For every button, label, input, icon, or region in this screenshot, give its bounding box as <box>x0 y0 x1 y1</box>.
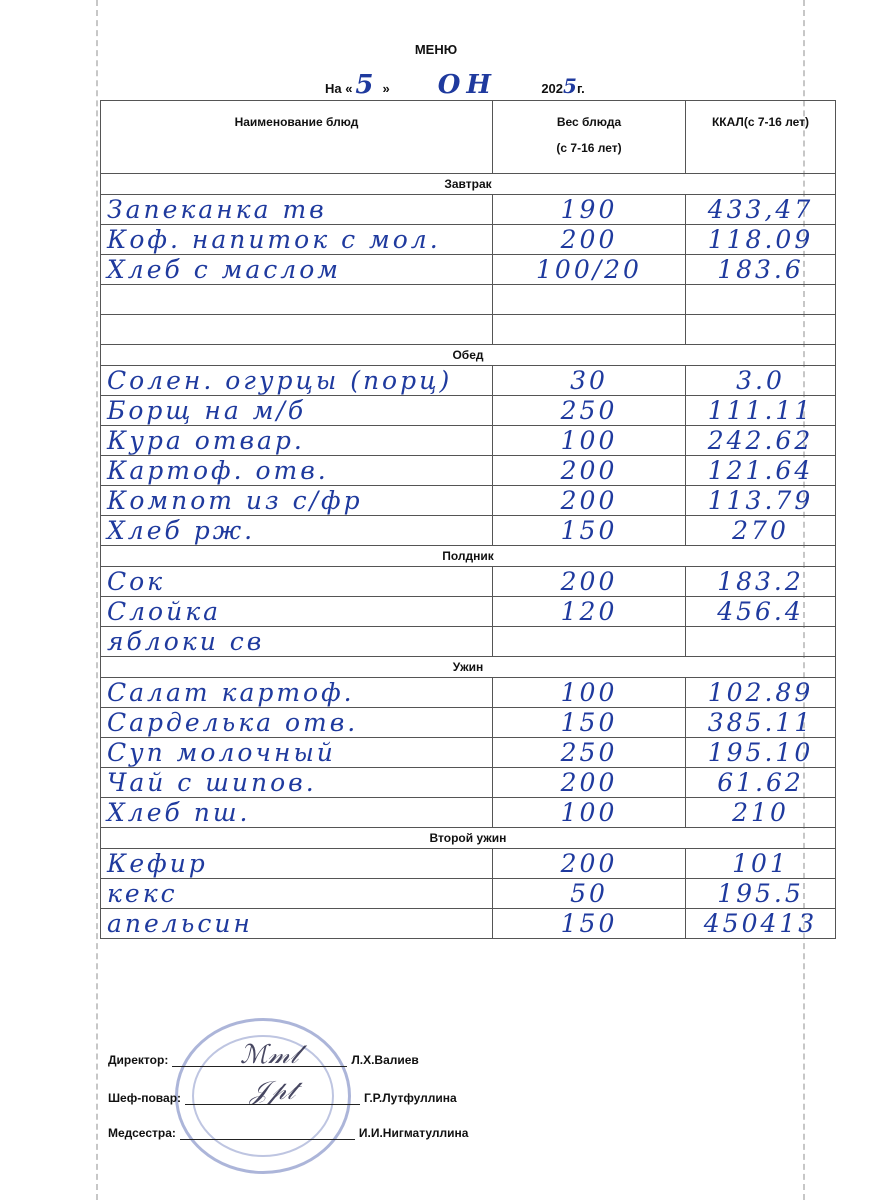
kcal-cell <box>686 255 836 285</box>
handwritten-kcal: 195.5 <box>717 879 804 908</box>
handwritten-kcal: 183.6 <box>717 255 804 284</box>
table-row <box>101 456 836 486</box>
signature-line <box>108 1052 419 1067</box>
handwritten-kcal: 242.62 <box>707 426 814 455</box>
date-year-prefix: 202 <box>541 81 564 96</box>
handwritten-name: Чай с шипов. <box>107 768 317 797</box>
weight-cell <box>493 396 686 426</box>
handwritten-kcal: 456.4 <box>717 597 804 626</box>
dish-name-cell <box>101 456 493 486</box>
handwritten-name: кекс <box>107 879 178 908</box>
handwritten-weight: 30 <box>570 366 608 395</box>
handwritten-name: Сарделька отв. <box>107 708 359 737</box>
handwritten-weight: 120 <box>560 597 618 626</box>
dish-name-cell <box>101 738 493 768</box>
signatory-name: И.И.Нигматуллина <box>358 1126 469 1140</box>
weight-cell <box>493 285 686 315</box>
kcal-cell <box>686 567 836 597</box>
signature-underline <box>180 1125 355 1140</box>
handwritten-name: Коф. напиток с мол. <box>107 225 441 254</box>
handwritten-weight: 150 <box>560 909 618 938</box>
chef-signature: 𝒥𝓅𝓉 <box>250 1076 296 1106</box>
weight-cell <box>493 225 686 255</box>
table-row <box>101 396 836 426</box>
signature-role: Медсестра: <box>108 1126 176 1140</box>
table-row <box>101 627 836 657</box>
handwritten-name: Кефир <box>107 849 208 878</box>
dish-name-cell <box>101 849 493 879</box>
table-row <box>101 567 836 597</box>
kcal-cell <box>686 315 836 345</box>
section-title: Ужин <box>101 657 836 678</box>
table-header-row <box>101 101 836 174</box>
weight-cell <box>493 516 686 546</box>
weight-cell <box>493 456 686 486</box>
dish-name-cell <box>101 285 493 315</box>
table-row <box>101 255 836 285</box>
handwritten-kcal: 61.62 <box>717 768 804 797</box>
signature-underline <box>172 1052 347 1067</box>
table-row <box>101 426 836 456</box>
dish-name-cell <box>101 426 493 456</box>
handwritten-weight: 200 <box>560 849 618 878</box>
weight-cell <box>493 909 686 939</box>
signature-underline <box>185 1090 360 1105</box>
dish-name-cell <box>101 255 493 285</box>
weight-cell <box>493 708 686 738</box>
handwritten-kcal: 183.2 <box>717 567 804 596</box>
table-row <box>101 225 836 255</box>
signature-role: Шеф-повар: <box>108 1091 182 1105</box>
kcal-cell <box>686 708 836 738</box>
handwritten-kcal: 195.10 <box>707 738 814 767</box>
handwritten-name: Борщ на м/б <box>107 396 307 425</box>
table-row <box>101 768 836 798</box>
handwritten-kcal: 270 <box>732 516 789 545</box>
dish-name-cell <box>101 225 493 255</box>
table-row <box>101 366 836 396</box>
dish-name-cell <box>101 768 493 798</box>
date-prefix: На « <box>325 81 353 96</box>
weight-cell <box>493 315 686 345</box>
kcal-cell <box>686 738 836 768</box>
dish-name-cell <box>101 879 493 909</box>
handwritten-name: Картоф. отв. <box>107 456 329 485</box>
weight-cell <box>493 366 686 396</box>
handwritten-weight: 200 <box>560 456 618 485</box>
handwritten-name: Хлеб рж. <box>107 516 256 545</box>
section-row <box>101 174 836 195</box>
weight-cell <box>493 195 686 225</box>
handwritten-name: Суп молочный <box>107 738 336 767</box>
date-month: ОН <box>437 70 497 100</box>
kcal-cell <box>686 627 836 657</box>
handwritten-weight: 200 <box>560 225 618 254</box>
scan-edge-left <box>96 0 98 1200</box>
dish-name-cell <box>101 516 493 546</box>
table-row <box>101 909 836 939</box>
section-row <box>101 345 836 366</box>
document-title: МЕНЮ <box>414 42 458 57</box>
kcal-cell <box>686 678 836 708</box>
table-row <box>101 315 836 345</box>
section-title: Завтрак <box>101 174 836 195</box>
handwritten-weight: 200 <box>560 768 618 797</box>
handwritten-kcal: 433,47 <box>707 195 814 224</box>
handwritten-name: Кура отвар. <box>107 426 305 455</box>
dish-name-cell <box>101 597 493 627</box>
handwritten-name: апельсин <box>107 909 253 938</box>
table-row <box>101 678 836 708</box>
weight-cell <box>493 678 686 708</box>
handwritten-weight: 100 <box>560 426 618 455</box>
handwritten-name: яблоки св <box>107 627 265 656</box>
dish-name-cell <box>101 627 493 657</box>
handwritten-name: Сок <box>107 567 166 596</box>
handwritten-name: Хлеб с маслом <box>107 255 341 284</box>
handwritten-kcal: 385.11 <box>707 708 814 737</box>
kcal-cell <box>686 849 836 879</box>
weight-cell <box>493 849 686 879</box>
header-kcal: ККАЛ(с 7-16 лет) <box>686 101 836 174</box>
kcal-cell <box>686 768 836 798</box>
section-row <box>101 546 836 567</box>
section-row <box>101 657 836 678</box>
weight-cell <box>493 768 686 798</box>
section-title: Полдник <box>101 546 836 567</box>
signature-role: Директор: <box>108 1053 169 1067</box>
handwritten-weight: 250 <box>560 738 618 767</box>
handwritten-kcal: 113.79 <box>707 486 814 515</box>
handwritten-name: Слойка <box>107 597 222 626</box>
weight-cell <box>493 426 686 456</box>
dish-name-cell <box>101 708 493 738</box>
handwritten-name: Салат картоф. <box>107 678 355 707</box>
kcal-cell <box>686 909 836 939</box>
handwritten-weight: 250 <box>560 396 618 425</box>
section-title: Второй ужин <box>101 828 836 849</box>
handwritten-weight: 100/20 <box>536 255 642 284</box>
signatory-name: Л.Х.Валиев <box>351 1053 419 1067</box>
date-line <box>325 70 585 101</box>
handwritten-kcal: 3.0 <box>736 366 785 395</box>
kcal-cell <box>686 879 836 909</box>
kcal-cell <box>686 225 836 255</box>
handwritten-name: Запеканка тв <box>107 195 327 224</box>
dish-name-cell <box>101 909 493 939</box>
table-row <box>101 285 836 315</box>
kcal-cell <box>686 195 836 225</box>
table-row <box>101 849 836 879</box>
dish-name-cell <box>101 798 493 828</box>
handwritten-kcal: 118.09 <box>707 225 814 254</box>
kcal-cell <box>686 597 836 627</box>
dish-name-cell <box>101 678 493 708</box>
header-weight: Вес блюда (с 7-16 лет) <box>493 101 686 174</box>
table-row <box>101 738 836 768</box>
signature-line <box>108 1090 457 1105</box>
table-row <box>101 486 836 516</box>
weight-cell <box>493 627 686 657</box>
handwritten-kcal: 210 <box>732 798 789 827</box>
dish-name-cell <box>101 315 493 345</box>
handwritten-weight: 100 <box>560 798 618 827</box>
table-row <box>101 798 836 828</box>
dish-name-cell <box>101 195 493 225</box>
weight-cell <box>493 255 686 285</box>
handwritten-weight: 200 <box>560 486 618 515</box>
handwritten-name: Солен. огурцы (порц) <box>107 366 453 395</box>
weight-cell <box>493 597 686 627</box>
date-day: 5 <box>355 70 380 100</box>
handwritten-weight: 150 <box>560 516 618 545</box>
kcal-cell <box>686 516 836 546</box>
signatory-name: Г.Р.Лутфуллина <box>364 1091 457 1105</box>
date-suffix: г. <box>576 81 585 96</box>
weight-cell <box>493 567 686 597</box>
handwritten-kcal: 121.64 <box>707 456 814 485</box>
handwritten-kcal: 450413 <box>703 909 818 938</box>
kcal-cell <box>686 396 836 426</box>
handwritten-weight: 200 <box>560 567 618 596</box>
handwritten-name: Хлеб пш. <box>107 798 251 827</box>
table-row <box>101 597 836 627</box>
table-row <box>101 516 836 546</box>
kcal-cell <box>686 798 836 828</box>
menu-table <box>100 100 836 939</box>
director-signature: ℳ𝓂𝓁 <box>240 1040 299 1070</box>
handwritten-weight: 50 <box>570 879 608 908</box>
handwritten-kcal: 111.11 <box>707 396 814 425</box>
dish-name-cell <box>101 486 493 516</box>
header-dish-name: Наименование блюд <box>101 101 493 174</box>
handwritten-weight: 100 <box>560 678 618 707</box>
kcal-cell <box>686 456 836 486</box>
kcal-cell <box>686 366 836 396</box>
kcal-cell <box>686 285 836 315</box>
table-row <box>101 708 836 738</box>
table-row <box>101 879 836 909</box>
signature-line <box>108 1125 468 1140</box>
weight-cell <box>493 798 686 828</box>
handwritten-kcal: 101 <box>732 849 789 878</box>
dish-name-cell <box>101 567 493 597</box>
kcal-cell <box>686 426 836 456</box>
handwritten-name: Компот из с/фр <box>107 486 363 515</box>
handwritten-kcal: 102.89 <box>707 678 814 707</box>
kcal-cell <box>686 486 836 516</box>
weight-cell <box>493 879 686 909</box>
section-title: Обед <box>101 345 836 366</box>
section-row <box>101 828 836 849</box>
handwritten-weight: 190 <box>560 195 618 224</box>
dish-name-cell <box>101 366 493 396</box>
weight-cell <box>493 486 686 516</box>
weight-cell <box>493 738 686 768</box>
table-row <box>101 195 836 225</box>
handwritten-weight: 150 <box>560 708 618 737</box>
dish-name-cell <box>101 396 493 426</box>
date-mid: » <box>382 81 390 96</box>
date-year-suffix: 5 <box>563 74 577 98</box>
